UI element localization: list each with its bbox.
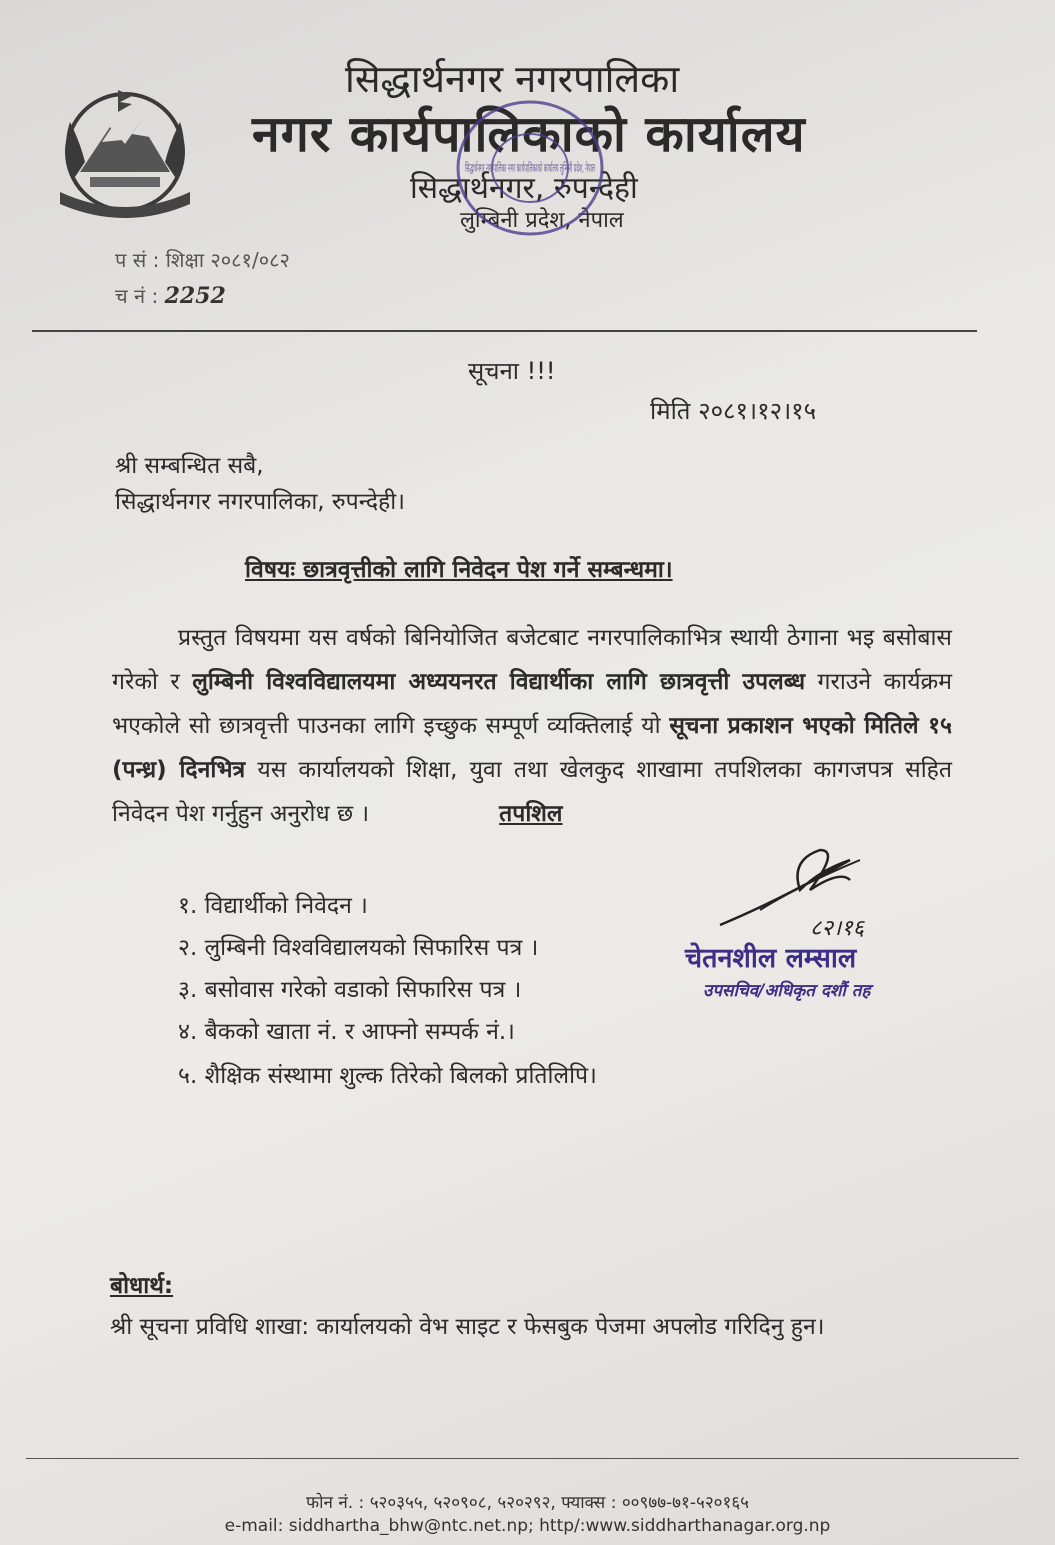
- list-item: ५. शैक्षिक संस्थामा शुल्क तिरेको बिलको प्रतिलिपि।: [178, 1063, 597, 1089]
- office-city: सिद्धार्थनगर, रुपन्देही: [410, 171, 638, 206]
- government-emblem-icon: [40, 82, 210, 217]
- footer-phone: फोन नं. : ५२०३५५, ५२०९०८, ५२०२९२, फ्याक्स : ००९७७-७१-५२०१६५: [305, 1493, 750, 1513]
- office-address: लुम्बिनी प्रदेश, नेपाल: [460, 208, 624, 233]
- footer-contact: e-mail: siddhartha_bhw@ntc.net.np; http/:www.siddharthanagar.org.np: [224, 1516, 831, 1536]
- notice-date: मिति २०८१।१२।१५: [650, 397, 817, 425]
- list-item: १. विद्यार्थीको निवेदन ।: [178, 893, 368, 919]
- municipality-name: सिद्धार्थनगर नगरपालिका: [345, 57, 680, 101]
- list-item: ३. बसोवास गरेको वडाको सिफारिस पत्र ।: [178, 977, 522, 1003]
- recipient-line-1: श्री सम्बन्धित सबै,: [115, 453, 264, 479]
- subject-line: विषयः छात्रवृत्तीको लागि निवेदन पेश गर्ने सम्बन्धमा।: [245, 557, 673, 583]
- ps-label: प सं :: [115, 248, 160, 272]
- list-item: ४. बैकको खाता नं. र आफ्नो सम्पर्क नं.।: [178, 1019, 515, 1045]
- seal-text: सिद्धार्थनगर नगरपालिका नगर कार्यपालिकाको कार्यालय लुम्बिनी प्रदेश, नेपाल: [465, 161, 796, 175]
- cn-value: 2252: [164, 283, 226, 309]
- cc-text: श्री सूचना प्रविधि शाखा: कार्यालयको वेभ साइट र फेसबुक पेजमा अपलोड गरिदिनु हुन।: [110, 1314, 825, 1340]
- signature-scribble: [700, 830, 900, 950]
- footer-divider: [26, 1458, 1019, 1459]
- office-title: नगर कार्यपालिकाको कार्यालय: [252, 105, 806, 163]
- cn-label: च नं :: [115, 284, 159, 308]
- reference-cn: [115, 282, 226, 309]
- header-divider: [32, 330, 977, 332]
- cc-title: बोधार्थ:: [110, 1273, 174, 1299]
- tapsil-heading: तपशिल: [499, 801, 563, 827]
- notice-title: सूचना !!!: [468, 357, 556, 385]
- body-paragraph: प्रस्तुत विषयमा यस वर्षको बिनियोजित बजेटबाट नगरपालिकाभित्र स्थायी ठेगाना भइ बसोबास गरेको र लुम्बिनी विश्वविद्यालयमा अध्ययनरत विद्यार्थीका लागि छात्रवृत्ती उपलब्ध गराउने कार्यक्रम भएकोले सो छात्रवृत्ती पाउनका लागि इच्छुक सम्पूर्ण व्यक्तिलाई यो सूचना प्रकाशन भएको मितिले १५ (पन्ध्र) दिनभित्र यस कार्यालयको शिक्षा, युवा तथा खेलकुद शाखामा तपशिलका कागजपत्र सहित निवेदन पेश गर्नुहुन अनुरोध छ । तपशिल: [112, 625, 952, 827]
- ps-value: शिक्षा २०८१/०८२: [165, 248, 290, 272]
- signatory-designation: उपसचिव/अधिकृत दशौं तह: [703, 981, 871, 1001]
- signature-mark: ८२।१६: [810, 916, 865, 941]
- recipient-line-2: सिद्धार्थनगर नगरपालिका, रुपन्देही।: [115, 489, 405, 515]
- list-item: २. लुम्बिनी विश्वविद्यालयको सिफारिस पत्र ।: [178, 935, 539, 961]
- signatory-name: चेतनशील लम्साल: [685, 943, 857, 974]
- office-seal-stamp: [445, 88, 796, 248]
- reference-ps: [115, 246, 290, 273]
